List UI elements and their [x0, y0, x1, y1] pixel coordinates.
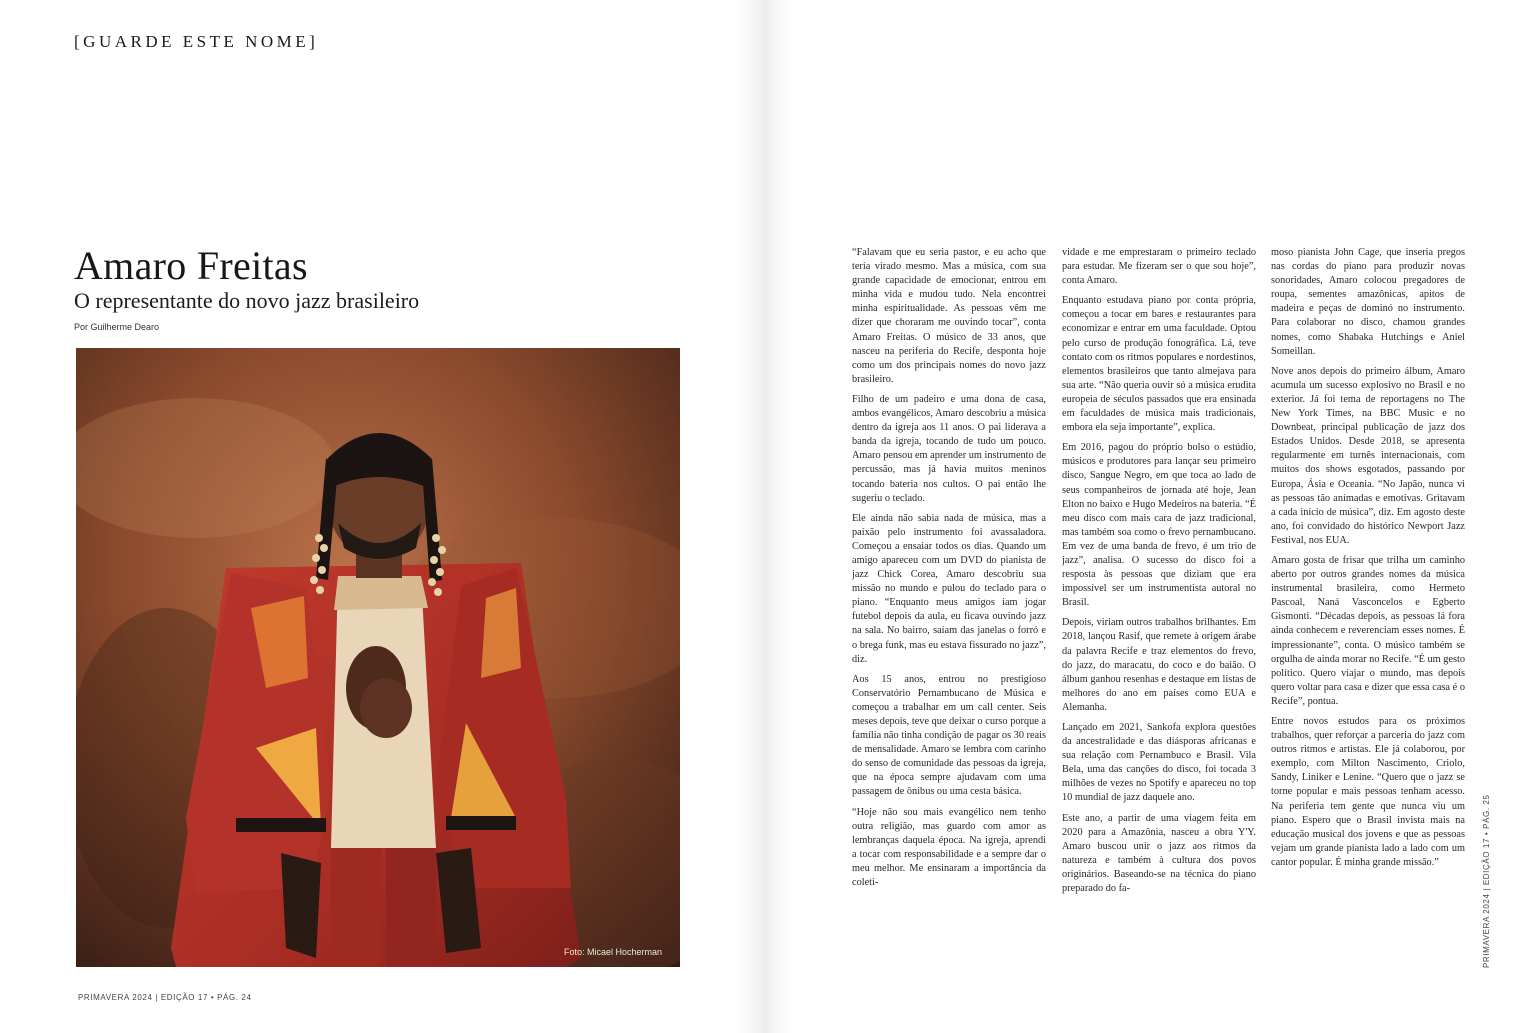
article-subheadline: O representante do novo jazz brasileiro — [74, 288, 420, 313]
photo-credit: Foto: Micael Hocherman — [563, 947, 662, 957]
text-column-3 — [1271, 246, 1465, 974]
paragraph: Em 2016, pagou do próprio bolso o estúdio, músicos e produtores para lançar seu primeiro disco, Sangue Negro, em que toca ao lado de seus companheiros de jornada até hoje, Jean Elton no baixo e Hugo Medeiros na bateria. “É meu disco com mais cara de jazz tradicional, mas também soa como o frevo pernambucano. Em vez de uma banda de frevo, é um trio de jazz”, analisa. O sucesso do disco foi a resposta às pessoas que diziam que era impossível ser um instrumentista autoral no Brasil. — [1062, 442, 1256, 609]
page-gutter-shadow — [735, 0, 795, 1033]
article-headline: Amaro Freitas — [74, 243, 308, 288]
portrait-illustration — [76, 348, 680, 967]
portrait-photo — [76, 348, 680, 967]
text-column-2 — [1062, 246, 1256, 974]
byline: Por Guilherme Dearo — [74, 322, 160, 332]
paragraph: Este ano, a partir de uma viagem feita em 2020 para a Amazônia, nasceu a obra Y'Y. Amaro buscou unir o jazz aos ritmos da natureza e também à cultura dos povos originários. Baseando-se na técnica do piano preparado do fa- — [1062, 812, 1256, 895]
paragraph: Depois, viriam outros trabalhos brilhantes. Em 2018, lançou Rasif, que remete à origem árabe da palavra Recife e traz elementos do frevo, do jazz, do maracatu, do coco e do baião. O álbum ganhou resenhas e destaque em listas de melhores do ano em países como EUA e Alemanha. — [1062, 617, 1256, 713]
folio-left: PRIMAVERA 2024 | EDIÇÃO 17 • PÁG. 24 — [78, 993, 252, 1002]
paragraph: Entre novos estudos para os próximos trabalhos, quer reforçar a parceria do jazz com outros ritmos e artistas. Ele já colaborou, por exemplo, com Milton Nascimento, Criolo, Sandy, Liniker e Lenine. “Quero que o jazz se torne popular e mais pessoas tenham acesso. Na periferia tem gente que nunca viu um piano. Espero que o Brasil invista mais na educação musical dos jovens e que as pessoas vejam um grande pianista lado a lado com um cantor popular. É minha grande missão.” — [1271, 716, 1465, 868]
paragraph: Aos 15 anos, entrou no prestigioso Conservatório Pernambucano de Música e começou a trabalhar em um call center. Seis meses depois, teve que deixar o curso porque a família não tinha condição de pagar os 30 reais de mensalidade. Amaro se lembra com carinho do senso de comunidade das pessoas da igreja, que na época sempre ajudavam com uma passagem de ônibus ou uma cesta básica. — [852, 673, 1046, 798]
paragraph: Enquanto estudava piano por conta própria, começou a tocar em bares e restaurantes para economizar e entrar em uma faculdade. Optou pelo curso de produção fonográfica. Lá, teve contato com os ritmos populares e nordestinos, elementos brasileiros que tanto almejava para sua arte. “Não queria ouvir só a música erudita europeia de séculos passados que era ensinada em faculdades de música mais tradicionais, embora ela seja importante”, explica. — [1062, 295, 1256, 434]
paragraph: “Hoje não sou mais evangélico nem tenho outra religião, mas guardo com amor as lembranças daquela época. Na igreja, aprendi a tocar com responsabilidade e a sempre dar o meu melhor. Me ensinaram a importância da coleti- — [852, 806, 1046, 889]
text-column-1 — [852, 246, 1046, 974]
paragraph: Amaro gosta de frisar que trilha um caminho aberto por outros grandes nomes da música instrumental brasileira, como Hermeto Pascoal, Naná Vasconcelos e Egberto Gismonti. “Décadas depois, as pessoas lá fora ainda conhecem e reverenciam esses nomes. É impressionante”, conta. O músico também se orgulha de ainda morar no Recife. “É um gesto político. Quero viajar o mundo, mas depois quero voltar para casa e dizer que essa casa é o Recife”, pontua. — [1271, 554, 1465, 707]
paragraph: “Falavam que eu seria pastor, e eu acho que teria virado mesmo. Mas a música, com sua grande capacidade de emocionar, entrou em minha vida e mudou tudo. Nela encontrei minha espiritualidade. As pessoas vêm me dizer que choraram me ouvindo tocar”, conta Amaro Freitas. O músico de 33 anos, que nasceu na periferia do Recife, desponta hoje como um dos principais nomes do novo jazz brasileiro. — [852, 247, 1046, 385]
paragraph: Lançado em 2021, Sankofa explora questões da ancestralidade e das diásporas africanas e sua relação com Pernambuco e Brasil. Vila Bela, uma das canções do disco, foi tocada 3 milhões de vezes no Spotify e apareceu no top 10 mundial de jazz daquele ano. — [1062, 722, 1256, 804]
paragraph: moso pianista John Cage, que inseria pregos nas cordas do piano para produzir novas sonoridades, Amaro colocou pregadores de roupa, sementes amazônicas, apitos de madeira e peças de dominó no instrumento. Para colaborar no disco, chamou grandes nomes, como Shabaka Hutchings e Aniel Someillan. — [1271, 247, 1465, 357]
section-tag: [GUARDE ESTE NOME] — [74, 32, 319, 51]
paragraph: Nove anos depois do primeiro álbum, Amaro acumula um sucesso explosivo no Brasil e no exterior. Já foi tema de reportagens no The New York Times, na BBC Music e no Downbeat, principal publicação de jazz dos Estados Unidos. Desde 2018, se apresenta regularmente em turnês internacionais, com muitos dos shows esgotados, passando por Europa, Ásia e Oceania. “No Japão, nunca vi as pessoas tão animadas e emotivas. Gritavam a cada início de música”, diz. Em agosto deste ano, foi convidado do histórico Newport Jazz Festival, nos EUA. — [1271, 365, 1465, 546]
paragraph: Filho de um padeiro e uma dona de casa, ambos evangélicos, Amaro descobriu a música dentro da igreja aos 11 anos. O pai liderava a banda da igreja, tocando de tudo um pouco. Amaro pensou em aprender um instrumento de percussão, mas já havia muitos meninos tocando bateria nos cultos. O pai então lhe sugeriu o teclado. — [852, 393, 1046, 504]
left-page — [0, 0, 757, 1033]
paragraph: vidade e me emprestaram o primeiro teclado para estudar. Me fizeram ser o que sou hoje”, conta Amaro. — [1062, 247, 1256, 287]
folio-right: PRIMAVERA 2024 | EDIÇÃO 17 • PÁG. 25 — [1482, 794, 1491, 968]
paragraph: Ele ainda não sabia nada de música, mas a paixão pelo instrumento foi avassaladora. Começou a ensaiar todos os dias. Quando um amigo apareceu com um DVD do pianista de jazz Chick Corea, Amaro descobriu sua missão no mundo e pulou do teclado para o piano. “Enquanto meus amigos iam jogar futebol depois da aula, eu ficava ouvindo jazz na sala. No bairro, saíam das janelas o forró e o brega funk, mas eu estava fissurado no jazz”, diz. — [852, 512, 1046, 665]
